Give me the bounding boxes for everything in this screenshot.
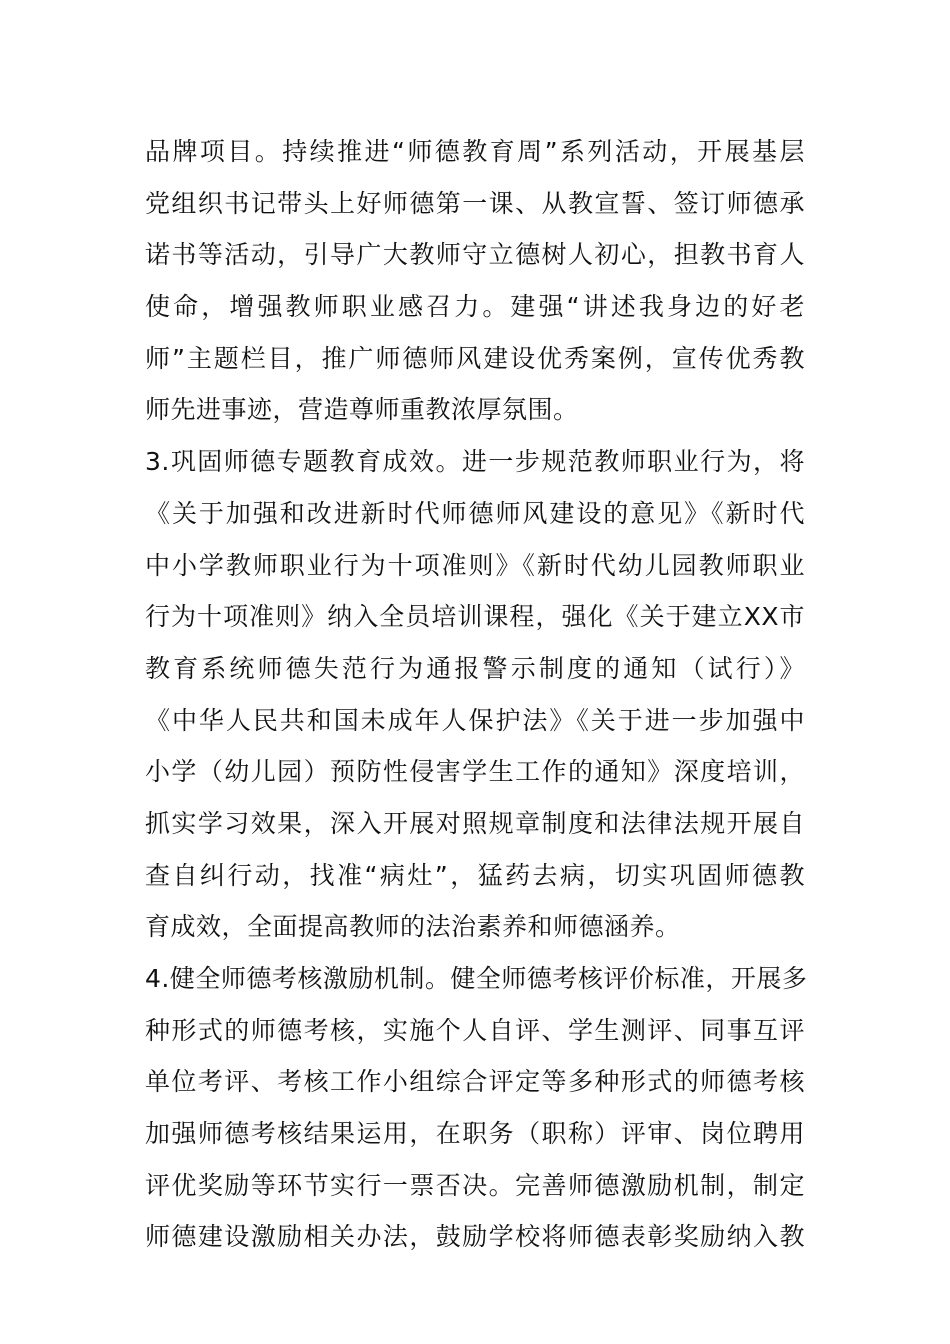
text-line: 单位考评、考核工作小组综合评定等多种形式的师德考核	[145, 1067, 805, 1097]
paragraph-item-4	[145, 953, 808, 1263]
document-body	[145, 126, 808, 1263]
text-line: 种形式的师德考核，实施个人自评、学生测评、同事互评	[145, 1015, 805, 1045]
text-line: 育成效，全面提高教师的法治素养和师德涵养。	[145, 912, 681, 942]
text-line: 《中华人民共和国未成年人保护法》《关于进一步加强中	[145, 705, 805, 735]
paragraph-item-3	[145, 436, 805, 953]
text-line: 4.健全师德考核激励机制。健全师德考核评价标准，开展多	[145, 964, 808, 993]
text-line: 中小学教师职业行为十项准则》《新时代幼儿园教师职业	[145, 550, 805, 580]
text-line: 师德建设激励相关办法，鼓励学校将师德表彰奖励纳入教	[145, 1222, 805, 1252]
text-line: 使命，增强教师职业感召力。建强“讲述我身边的好老	[145, 292, 805, 322]
text-line: 诺书等活动，引导广大教师守立德树人初心，担教书育人	[145, 240, 805, 270]
text-line: 师先进事迹，营造尊师重教浓厚氛围。	[145, 395, 579, 425]
text-line: 教育系统师德失范行为通报警示制度的通知（试行）》	[145, 653, 805, 683]
text-line: 小学（幼儿园）预防性侵害学生工作的通知》深度培训，	[145, 757, 805, 787]
text-line: 抓实学习效果，深入开展对照规章制度和法律法规开展自	[145, 808, 805, 838]
text-line: 3.巩固师德专题教育成效。进一步规范教师职业行为，将	[145, 447, 805, 477]
text-line: 加强师德考核结果运用，在职务（职称）评审、岗位聘用	[145, 1119, 805, 1149]
text-line: 评优奖励等环节实行一票否决。完善师德激励机制，制定	[145, 1170, 805, 1200]
text-line: 行为十项准则》纳入全员培训课程，强化《关于建立XX市	[145, 602, 805, 632]
text-line: 品牌项目。持续推进“师德教育周”系列活动，开展基层	[145, 137, 805, 166]
text-line: 《关于加强和改进新时代师德师风建设的意见》《新时代	[145, 498, 805, 528]
text-line: 党组织书记带头上好师德第一课、从教宣誓、签订师德承	[145, 188, 805, 218]
text-line: 师”主题栏目，推广师德师风建设优秀案例，宣传优秀教	[145, 343, 805, 373]
text-line: 查自纠行动，找准“病灶”，猛药去病，切实巩固师德教	[145, 860, 805, 890]
paragraph-continued	[145, 126, 805, 436]
